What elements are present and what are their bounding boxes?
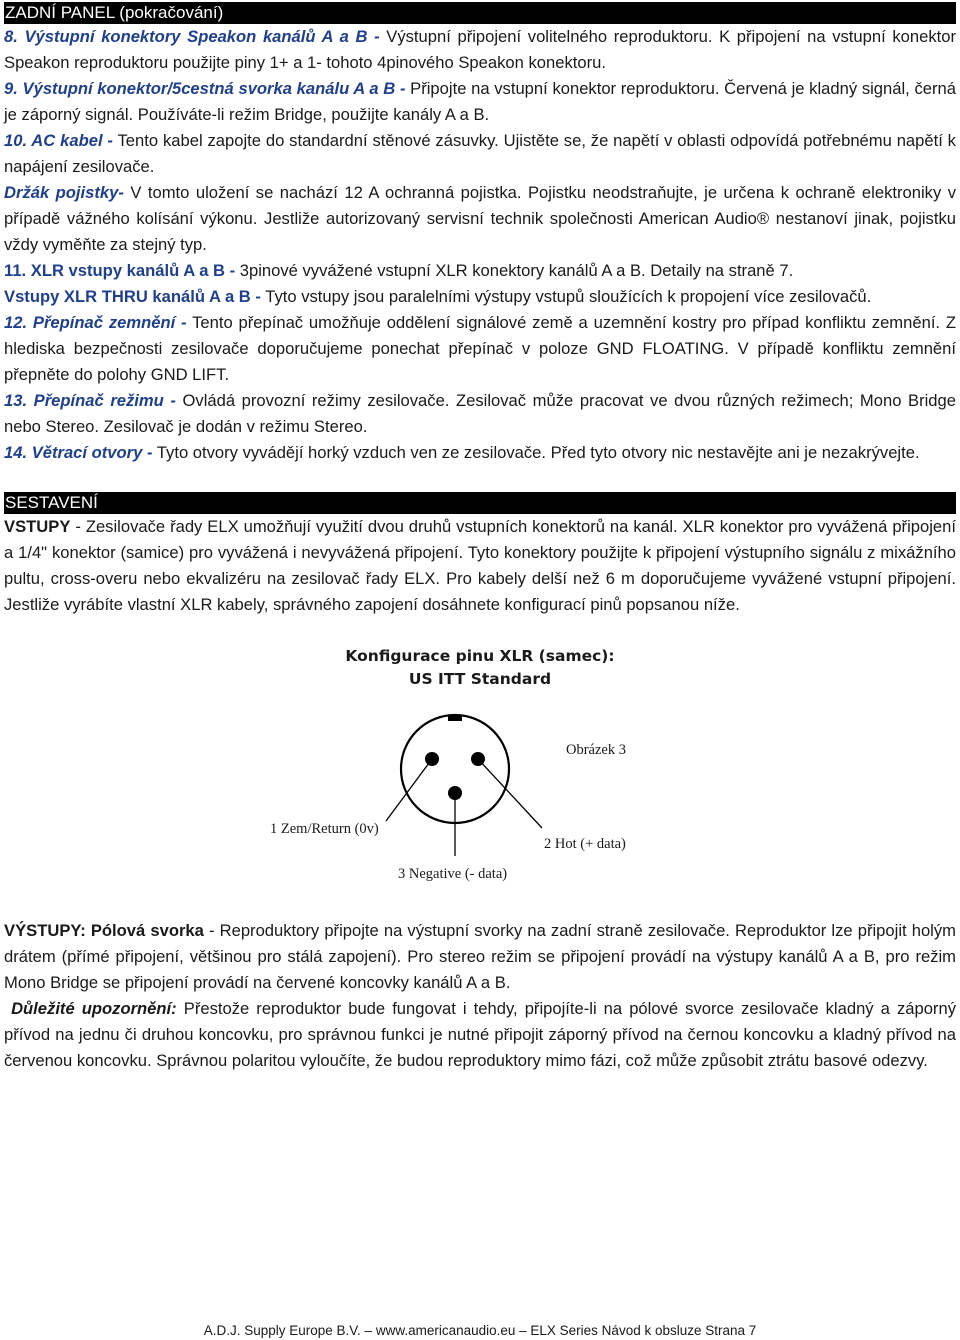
item-12-text: Tento přepínač umožňuje oddělení signálové země a uzemnění kostry pro případ konfliktu zemnění. Z hlediska bezpečnosti zesilovače doporučujeme ponechat přepínač v poloze GND FLOATING. V případě konfliktu zemnění přepněte do polohy GND LIFT. <box>4 313 957 384</box>
item-11 <box>4 258 956 284</box>
item-14-title: 14. Větrací otvory - <box>4 443 153 462</box>
item-12 <box>4 310 956 388</box>
item-14 <box>4 440 956 466</box>
item-10-title: 10. AC kabel - <box>4 131 113 150</box>
item-8-text: Výstupní připojení volitelného reproduktoru. K připojení na vstupní konektor Speakon reproduktoru použijte piny 1+ a 1- tohoto 4pinového Speakon konektoru. <box>4 27 956 72</box>
item-14-text: Tyto otvory vyvádějí horký vzduch ven ze zesilovače. Před tyto otvory nic nestavějte ani je nezakrývejte. <box>152 443 920 462</box>
item-fuse <box>4 180 956 258</box>
item-thru <box>4 284 956 310</box>
section-header-setup: SESTAVENÍ <box>4 492 956 514</box>
item-13-text: Ovládá provozní režimy zesilovače. Zesilovač může pracovat ve dvou různých režimech; Mono Bridge nebo Stereo. Zesilovač je dodán v režimu Stereo. <box>4 391 956 436</box>
page <box>4 2 956 1074</box>
pin-1-leader <box>386 759 432 821</box>
item-11-text: 3pinové vyvážené vstupní XLR konektory kanálů A a B. Detaily na straně 7. <box>235 261 794 280</box>
item-10 <box>4 128 956 180</box>
item-10-text: Tento kabel zapojte do standardní stěnové zásuvky. Ujistěte se, že napětí v oblasti odpovídá potřebnému napětí k napájení zesilovače. <box>4 131 956 176</box>
item-thru-title: Vstupy XLR THRU kanálů A a B - <box>4 287 261 306</box>
item-thru-text: Tyto vstupy jsou paralelními výstupy vstupů sloužících k propojení více zesilovačů. <box>260 287 872 306</box>
outputs-paragraph <box>4 918 956 996</box>
item-13 <box>4 388 956 440</box>
pin-3-label: 3 Negative (- data) <box>398 866 508 882</box>
page-footer: A.D.J. Supply Europe B.V. – www.americanaudio.eu – ELX Series Návod k obsluze Strana 7 <box>203 1323 757 1338</box>
item-8 <box>4 24 956 76</box>
xlr-key-notch <box>448 715 462 721</box>
pin-2-label: 2 Hot (+ data) <box>544 836 626 852</box>
xlr-figure <box>4 618 956 918</box>
item-9-text: Připojte na vstupní konektor reproduktoru. Červená je kladný signál, černá je záporný signál. Používáte-li režim Bridge, použijte kanály A a B. <box>4 79 956 124</box>
important-note-text: Přestože reproduktor bude fungovat i tehdy, připojíte-li na pólové svorce zesilovače kladný a záporný přívod na jednu či druhou koncovku, pro správnou funkci je nutné připojit záporný přívod na černou koncovku a kladný přívod na červenou koncovku. Správnou polaritou vyloučíte, že budou reproduktory mimo fázi, což může způsobit ztrátu basové odezvy. <box>4 999 956 1070</box>
pin-1-label: 1 Zem/Return (0v) <box>270 821 379 837</box>
item-fuse-text: V tomto uložení se nachází 12 A ochranná pojistka. Pojistku neodstraňujte, je určena k ochraně elektroniky v případě vážného kolísání výkonu. Jestliže autorizovaný servisní technik společnosti American Audio® nestanoví jinak, pojistku vždy vyměňte za stejný typ. <box>4 183 956 254</box>
outputs-text: - Reproduktory připojte na výstupní svorky na zadní straně zesilovače. Reproduktor lze připojit holým drátem (přímé připojení, většinou pro stálá zapojení). Pro stereo režim se připojení provádí na výstupy kanálů A a B, pro režim Mono Bridge se připojení provádí na červené koncovky kanálů A a B. <box>4 921 956 992</box>
outputs-title: VÝSTUPY: Pólová svorka <box>4 921 204 940</box>
item-9-title: 9. Výstupní konektor/5cestná svorka kanálu A a B - <box>4 79 406 98</box>
figure-title-line1: Konfigurace pinu XLR (samec): <box>345 647 615 665</box>
figure-caption: Obrázek 3 <box>566 742 626 758</box>
section-header-rear-panel: ZADNÍ PANEL (pokračování) <box>4 2 956 24</box>
important-note <box>4 996 956 1074</box>
item-12-title: 12. Přepínač zemnění - <box>4 313 187 332</box>
important-note-title: Důležité upozornění: <box>11 999 177 1018</box>
figure-title-line2: US ITT Standard <box>408 670 552 688</box>
setup-inputs-title: VSTUPY <box>4 517 71 536</box>
item-8-title: 8. Výstupní konektory Speakon kanálů A a B - <box>4 27 380 46</box>
item-13-title: 13. Přepínač režimu - <box>4 391 176 410</box>
setup-inputs <box>4 514 956 618</box>
item-fuse-title: Držák pojistky- <box>4 183 124 202</box>
item-11-title: 11. XLR vstupy kanálů A a B - <box>4 261 236 280</box>
setup-inputs-text: - Zesilovače řady ELX umožňují využití dvou druhů vstupních konektorů na kanál. XLR konektor pro vyvážená připojení a 1/4" konektor (samice) pro vyvážená i nevyvážená připojení. Tyto konektory použijte k připojení výstupního signálu z mixážního pultu, cross-overu nebo ekvalizéru na zesilovač řady ELX. Pro kabely delší než 6 m doporučujeme vyvážené vstupní připojení. Jestliže vyrábíte vlastní XLR kabely, správného zapojení dosáhnete konfigurací pinů popsanou níže. <box>4 517 956 614</box>
item-9 <box>4 76 956 128</box>
